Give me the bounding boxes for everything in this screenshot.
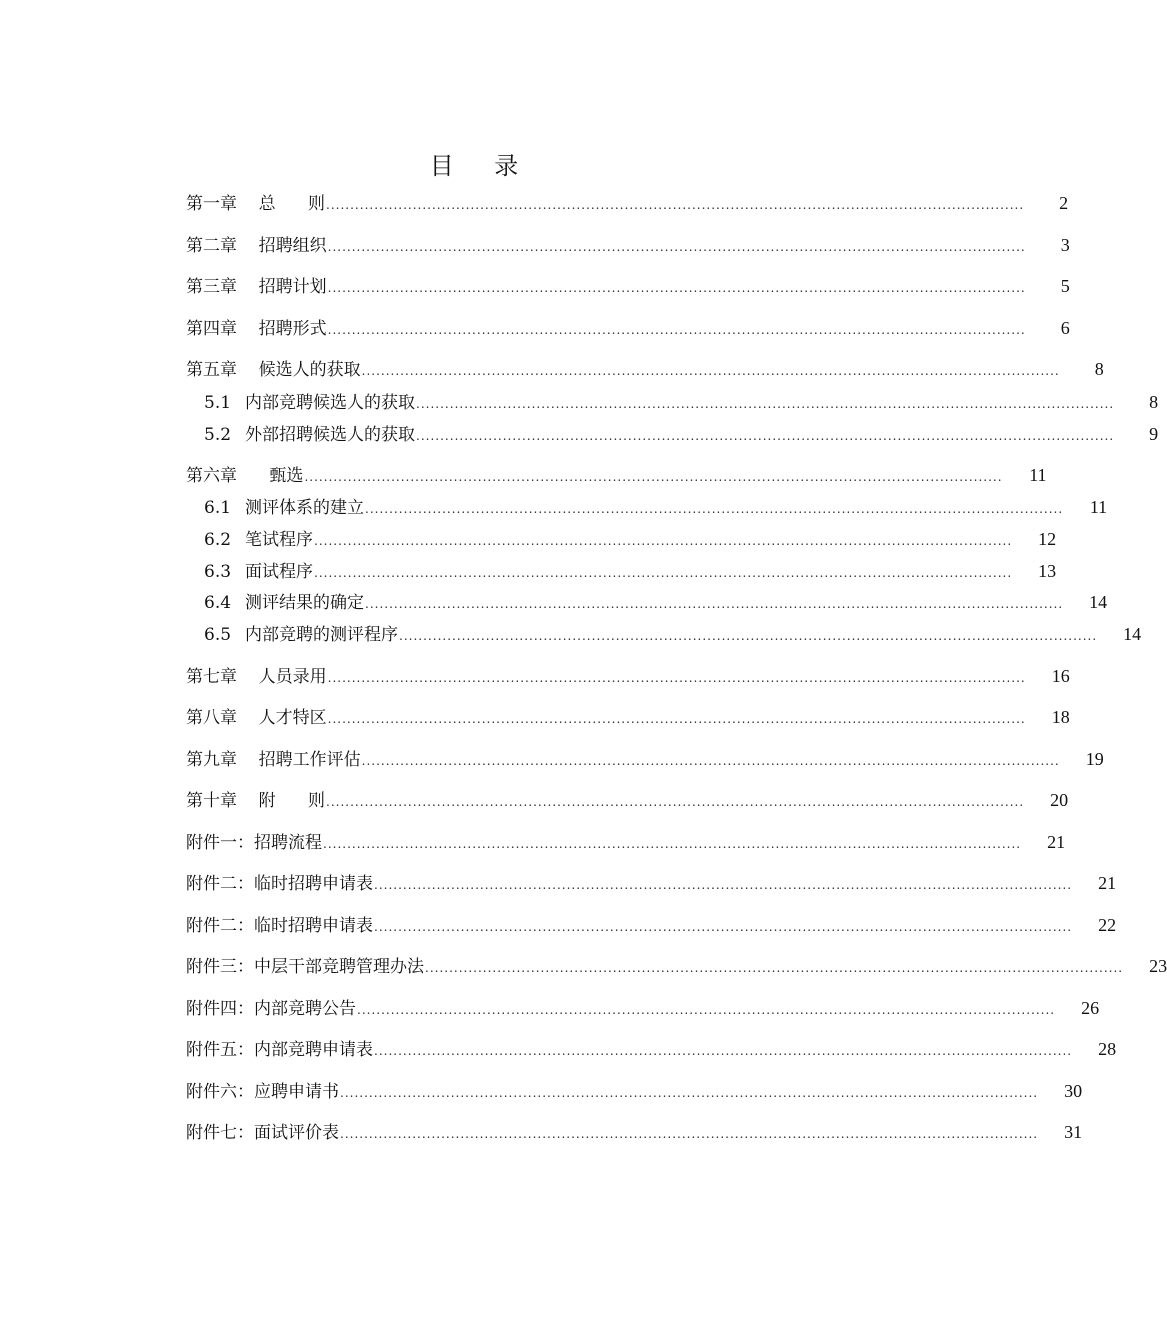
toc-entry[interactable] (186, 357, 1104, 381)
toc-entry[interactable] (186, 954, 1167, 978)
toc-page-number: 30 (1064, 1081, 1083, 1101)
toc-entry[interactable] (186, 1120, 1083, 1144)
toc-entry-label: 第四章 招聘形式 (186, 319, 327, 339)
toc-entry-label: 第五章 候选人的获取 (186, 360, 361, 380)
toc-leader-dots: ................................................................................................................................................. (327, 712, 1026, 726)
toc-entry[interactable] (186, 191, 1069, 215)
toc-subentry[interactable] (204, 527, 1057, 551)
toc-leader-dots: ................................................................................................................................................. (323, 837, 1022, 851)
toc-page-number: 6 (1060, 318, 1070, 338)
toc-page-number: 11 (1029, 465, 1047, 485)
toc-entry-label: 内部竞聘的测评程序 (245, 625, 399, 645)
toc-entry-label: 内部竞聘候选人的获取 (245, 393, 416, 413)
toc-page-number: 18 (1051, 707, 1070, 727)
toc-subentry[interactable] (204, 390, 1159, 414)
toc-entry[interactable] (186, 664, 1070, 688)
toc-page-number: 19 (1085, 749, 1104, 769)
toc-page-number: 22 (1098, 915, 1117, 935)
toc-page-number: 13 (1038, 561, 1057, 581)
toc-subentry[interactable] (204, 495, 1108, 519)
toc-leader-dots: ................................................................................................................................................. (314, 534, 1013, 548)
toc-entry[interactable] (186, 830, 1066, 854)
toc-subentry[interactable] (204, 422, 1159, 446)
toc-section-number: 6.2 (204, 530, 232, 550)
toc-leader-dots: ................................................................................................................................................. (416, 429, 1115, 443)
toc-leader-dots: ................................................................................................................................................. (374, 1044, 1073, 1058)
toc-leader-dots: ................................................................................................................................................. (340, 1086, 1039, 1100)
toc-leader-dots: ................................................................................................................................................. (416, 397, 1115, 411)
toc-entry-label: 附件三：中层干部竞聘管理办法 (186, 957, 424, 977)
toc-page-number: 11 (1089, 497, 1108, 517)
toc-entry-label: 附件六：应聘申请书 (186, 1082, 339, 1102)
toc-section-number: 6.1 (204, 498, 232, 518)
toc-section-number: 6.3 (204, 562, 232, 582)
toc-entry[interactable] (186, 996, 1100, 1020)
toc-entry[interactable] (186, 913, 1117, 937)
toc-leader-dots: ................................................................................................................................................. (425, 961, 1124, 975)
toc-leader-dots: ................................................................................................................................................. (340, 1127, 1039, 1141)
toc-page-number: 14 (1089, 592, 1108, 612)
toc-page-number: 21 (1098, 873, 1117, 893)
toc-leader-dots: ................................................................................................................................................. (399, 629, 1098, 643)
toc-page-number: 20 (1050, 790, 1069, 810)
toc-entry[interactable] (186, 274, 1070, 298)
toc-entry-label: 附件四：内部竞聘公告 (186, 999, 356, 1019)
toc-entry[interactable] (186, 871, 1117, 895)
toc-page-number: 2 (1059, 193, 1069, 213)
toc-section-number: 5.2 (204, 425, 232, 445)
toc-leader-dots: ................................................................................................................................................. (327, 240, 1026, 254)
toc-entry-label: 测评体系的建立 (245, 498, 365, 518)
toc-page-number: 26 (1081, 998, 1100, 1018)
toc-entry-label: 测评结果的确定 (245, 593, 365, 613)
toc-leader-dots: ................................................................................................................................................. (365, 502, 1064, 516)
toc-entry-label: 笔试程序 (245, 530, 314, 550)
toc-entry-label: 外部招聘候选人的获取 (245, 425, 416, 445)
toc-entry-label: 第三章 招聘计划 (186, 277, 327, 297)
toc-entry[interactable] (186, 316, 1070, 340)
toc-entry-label: 第十章 附 则 (186, 791, 326, 811)
toc-page-number: 9 (1149, 424, 1159, 444)
toc-entry-label: 第七章 人员录用 (186, 667, 327, 687)
toc-leader-dots: ................................................................................................................................................. (327, 281, 1026, 295)
toc-section-number: 6.4 (204, 593, 232, 613)
toc-entry[interactable] (186, 233, 1070, 257)
toc-page-number: 23 (1149, 956, 1167, 976)
toc-page-number: 14 (1123, 624, 1142, 644)
toc-page-number: 12 (1038, 529, 1057, 549)
toc-page-number: 28 (1098, 1039, 1117, 1059)
toc-entry-label: 附件五：内部竞聘申请表 (186, 1040, 373, 1060)
toc-leader-dots: ................................................................................................................................................. (326, 795, 1025, 809)
toc-section-number: 6.5 (204, 625, 232, 645)
toc-entry-label: 面试程序 (245, 562, 314, 582)
toc-entry-label: 附件一：招聘流程 (186, 833, 322, 853)
toc-entry[interactable] (186, 705, 1070, 729)
toc-entry-label: 第二章 招聘组织 (186, 236, 327, 256)
toc-leader-dots: ................................................................................................................................................. (327, 671, 1026, 685)
toc-entry-label: 第八章 人才特区 (186, 708, 327, 728)
toc-entry-label: 附件七：面试评价表 (186, 1123, 339, 1143)
toc-leader-dots: ................................................................................................................................................. (327, 323, 1026, 337)
toc-subentry[interactable] (204, 559, 1057, 583)
toc-entry[interactable] (186, 1037, 1117, 1061)
toc-entry-label: 附件二：临时招聘申请表 (186, 916, 373, 936)
toc-leader-dots: ................................................................................................................................................. (361, 364, 1060, 378)
toc-leader-dots: ................................................................................................................................................. (374, 878, 1073, 892)
toc-leader-dots: ................................................................................................................................................. (361, 754, 1060, 768)
toc-entry[interactable] (186, 463, 1047, 487)
toc-entry-label: 附件二：临时招聘申请表 (186, 874, 373, 894)
toc-entry[interactable] (186, 788, 1069, 812)
toc-page-number: 31 (1064, 1122, 1083, 1142)
toc-entry-label: 第六章 甄选 (186, 466, 304, 486)
toc-leader-dots: ................................................................................................................................................. (357, 1003, 1056, 1017)
toc-page-number: 8 (1094, 359, 1104, 379)
toc-page-number: 21 (1047, 832, 1066, 852)
toc-leader-dots: ................................................................................................................................................. (304, 470, 1003, 484)
toc-entry-label: 第一章 总 则 (186, 194, 326, 214)
toc-section-number: 5.1 (204, 393, 232, 413)
toc-entry-label: 第九章 招聘工作评估 (186, 750, 361, 770)
toc-entry[interactable] (186, 1079, 1083, 1103)
toc-page-number: 5 (1060, 276, 1070, 296)
toc-title: 目 录 (429, 152, 521, 180)
toc-leader-dots: ................................................................................................................................................. (374, 920, 1073, 934)
toc-leader-dots: ................................................................................................................................................. (326, 198, 1025, 212)
toc-subentry[interactable] (204, 590, 1108, 614)
toc-page-number: 16 (1051, 666, 1070, 686)
toc-page-number: 8 (1149, 392, 1159, 412)
toc-leader-dots: ................................................................................................................................................. (365, 597, 1064, 611)
toc-entry[interactable] (186, 747, 1104, 771)
toc-page-number: 3 (1060, 235, 1070, 255)
toc-leader-dots: ................................................................................................................................................. (314, 566, 1013, 580)
toc-subentry[interactable] (204, 622, 1142, 646)
